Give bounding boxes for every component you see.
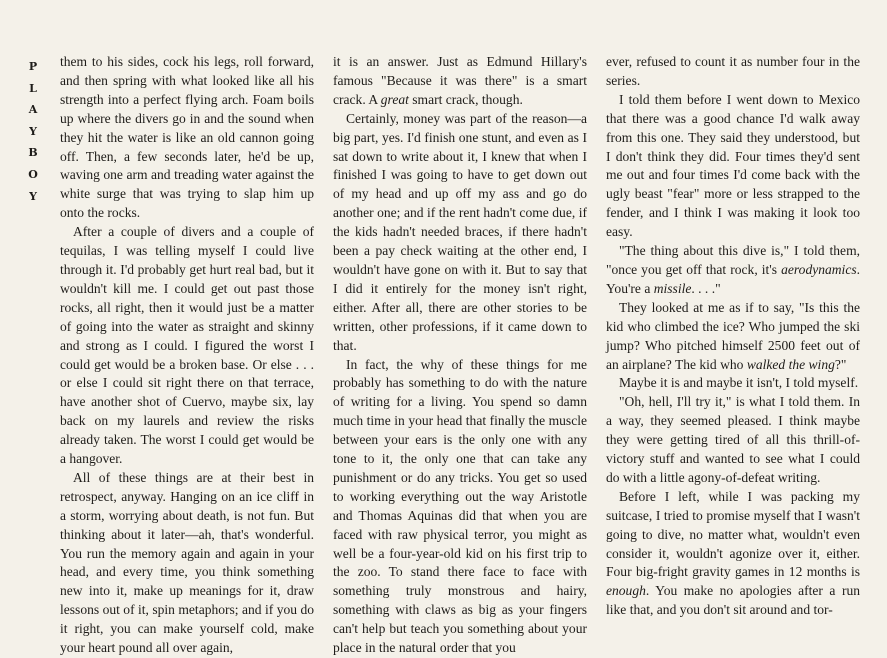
body-paragraph xyxy=(606,91,860,242)
italic-text: great xyxy=(381,92,409,107)
paragraph-text: ?" xyxy=(835,357,847,372)
paragraph-text: them to his sides, cock his legs, roll forward, and then spring with what looked like all his strength into a perfect flying arch. Foam boils up where the divers go in and the sound when they hit the water is like an old cannon going off. Then, a few seconds later, he'd be up, waving one arm and treading water against the white surge that was trying to slap him up onto the rocks. xyxy=(60,54,314,220)
body-paragraph xyxy=(333,356,587,658)
magazine-folio-playboy xyxy=(26,56,40,207)
paragraph-text: After a couple of divers and a couple of tequilas, I was telling myself I could live through it. I'd probably get hurt real bad, but it wouldn't kill me. I could get out past those rocks, all right, then it would just be a matter of going into the water as straight and skinny and strong as I could. I figured the worst I could get would be a broken base. Or else . . . or else I could sit right there on that terrace, have another shot of Cuervo, maybe six, lay back on my laurels and review the risks already taken. The worst I could get would be a hangover. xyxy=(60,224,314,466)
body-paragraph xyxy=(606,374,860,393)
italic-text: aerodynamics xyxy=(781,262,857,277)
text-column-2 xyxy=(333,53,587,658)
paragraph-text: Certainly, money was part of the reason—a big part, yes. I'd finish one stunt, and even as I sat down to write about it, I knew that when I finished I was going to have to get down out of my head and up off my ass and go do another one; and if the rent hadn't come due, if the kids hadn't needed braces, if there hadn't been a pay check waiting at the other end, I wouldn't have gone on with it. But to say that I did it entirely for the money isn't right, either. After all, there are other stories to be written, other professions, if it came down to that. xyxy=(333,111,587,353)
paragraph-text: smart crack, though. xyxy=(409,92,523,107)
body-paragraph xyxy=(333,53,587,110)
folio-letter: L xyxy=(29,78,37,100)
text-column-1 xyxy=(60,53,314,658)
paragraph-text: . . . ." xyxy=(691,281,720,296)
body-paragraph xyxy=(606,393,860,488)
paragraph-text: . You're a xyxy=(606,262,860,296)
paragraph-text: All of these things are at their best in retrospect, anyway. Hanging on an ice cliff in a storm, worrying about death, is not fun. But thinking about it later—ah, that's wonderful. You run the memory again and again in your head, and every time, you think something new into it, make up meanings for it, draw lessons out of it, spin metaphors; and if you do it right, you can make yourself cold, make your heart pound all over again, xyxy=(60,470,314,655)
body-paragraph xyxy=(606,53,860,91)
paragraph-text: Before I left, while I was packing my suitcase, I tried to promise myself that I wasn't going to dive, no matter what, wouldn't even consider it, wouldn't agonize over it, either. Four big-fright gravity games in 12 months is xyxy=(606,489,860,580)
text-column-3 xyxy=(606,53,860,620)
paragraph-text: ever, refused to count it as number four in the series. xyxy=(606,54,860,88)
body-paragraph xyxy=(606,242,860,299)
folio-letter: Y xyxy=(29,186,37,208)
body-paragraph xyxy=(60,469,314,658)
italic-text: missile xyxy=(654,281,692,296)
body-paragraph xyxy=(60,223,314,469)
body-paragraph xyxy=(60,53,314,223)
body-paragraph xyxy=(333,110,587,356)
paragraph-text: "Oh, hell, I'll try it," is what I told them. In a way, they seemed pleased. I think maybe they were getting tired of all this thrill-of-victory stuff and wanted to see what I could do with a little agony-of-defeat writing. xyxy=(606,394,860,485)
paragraph-text: They looked at me as if to say, "Is this the kid who climbed the ice? Who jumped the ski jump? Who pitched himself 2500 feet out of an airplane? The kid who xyxy=(606,300,860,372)
folio-letter: B xyxy=(28,142,37,164)
paragraph-text: In fact, the why of these things for me probably has something to do with the nature of writing for a living. You spend so damn much time in your head that finally the muscle between your ears is the only one with any tone to it, the only one that can take any punishment or do any tricks. You get so used to working everything out the way Aristotle and Thomas Aquinas did that when you are faced with raw physical terror, you might as well be a four-year-old kid on his first trip to the zoo. To stand there face to face with something truly monstrous and hairy, something with claws as big as your fingers can't help but teach you something about your place in the natural order that you xyxy=(333,357,587,656)
italic-text: walked the wing xyxy=(747,357,835,372)
italic-text: enough xyxy=(606,583,646,598)
paragraph-text: "The thing about this dive is," I told them, "once you get off that rock, it's xyxy=(606,243,860,277)
paragraph-text: Maybe it is and maybe it isn't, I told myself. xyxy=(619,375,858,390)
paragraph-text: I told them before I went down to Mexico that there was a good chance I'd walk away from this one. They said they understood, but I don't think they did. Four times they'd sent me out and four times I'd come back with the ugly beast "fear" more or less strapped to the fender, and I think I was making it look too easy. xyxy=(606,92,860,239)
folio-letter: A xyxy=(29,99,38,121)
body-paragraph xyxy=(606,488,860,620)
folio-letter: O xyxy=(28,164,38,186)
body-paragraph xyxy=(606,299,860,375)
folio-letter: P xyxy=(29,56,37,78)
paragraph-text: . You make no apologies after a run like that, and you don't sit around and tor- xyxy=(606,583,860,617)
folio-letter: Y xyxy=(29,121,37,143)
paragraph-text: it is an answer. Just as Edmund Hillary's famous "Because it was there" is a smart crack. A xyxy=(333,54,587,107)
